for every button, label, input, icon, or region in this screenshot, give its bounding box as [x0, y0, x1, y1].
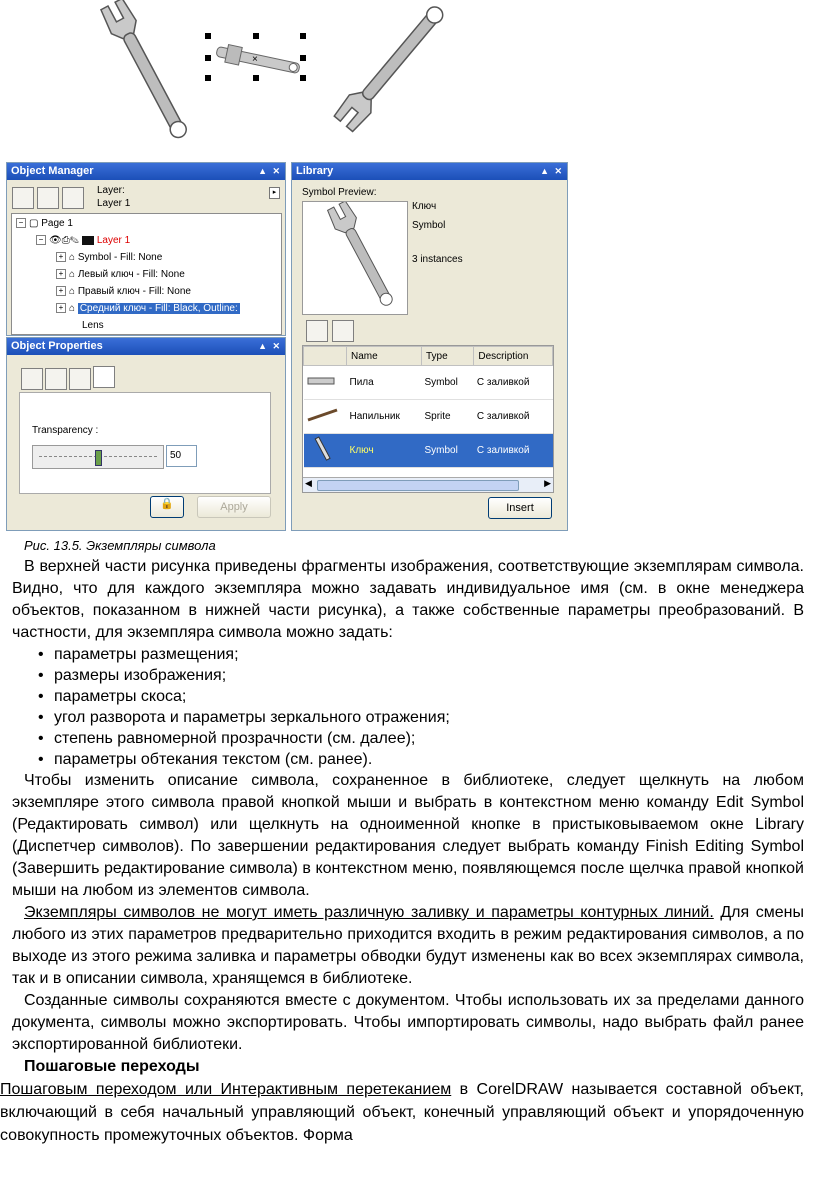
table-row[interactable]: Напильник Sprite С заливкой	[304, 400, 553, 434]
transparency-tab-page	[19, 392, 271, 494]
scrollbar-thumb[interactable]	[317, 480, 519, 491]
tree-item-lens[interactable]: Lens	[82, 320, 104, 331]
paragraph-4: Созданные символы сохраняются вместе с документом. Чтобы использовать их за пределами данного документа, символы можно экспортировать. Чтобы импортировать символы, надо выбрать файл ранее экспортированной библиотеки.	[12, 992, 804, 1053]
bullet-list	[12, 644, 804, 770]
transparency-value-input[interactable]: 50	[166, 445, 197, 467]
collapse-icon[interactable]: −	[36, 235, 46, 245]
column-header-icon	[304, 347, 347, 366]
apply-button[interactable]: Apply	[197, 496, 271, 518]
list-item: • параметры размещения;	[12, 644, 804, 665]
layer-label: Layer:	[97, 185, 125, 196]
wrench-preview-image	[303, 202, 407, 314]
object-manager-panel	[6, 162, 286, 336]
object-manager-title	[7, 163, 285, 180]
column-header-description[interactable]: Description	[474, 347, 553, 366]
preview-name: Ключ	[412, 201, 437, 212]
paragraph-2: Чтобы изменить описание символа, сохраненное в библиотеке, следует щелкнуть на любом экземпляре этого символа правой кнопкой мыши и выбрать в контекстном меню команду Edit Symbol (Редактировать символ) или щелкнуть на одноименной кнопке в пристыковываемом окне Library (Диспетчер символов). По завершении редактирования следует выбрать команду Finish Editing Symbol (Завершить редактирование символа) в контекстном меню, появляющемся после щелчка правой кнопкой мыши на любом из элементов символа.	[12, 772, 804, 899]
svg-text:×: ×	[252, 54, 258, 65]
preview-instances: 3 instances	[412, 254, 463, 265]
list-item: • степень равномерной прозрачности (см. далее);	[12, 728, 804, 749]
list-item: • угол разворота и параметры зеркального отражения;	[12, 707, 804, 728]
show-properties-button[interactable]	[12, 187, 34, 209]
pencil-icon[interactable]: ✎	[69, 235, 79, 246]
wrench-thumbnail-icon	[304, 434, 347, 468]
collapse-icon[interactable]: ▲	[258, 166, 267, 176]
layer-flyout-button[interactable]: ▸	[269, 187, 280, 199]
left-wrench	[99, 0, 194, 143]
symbol-icon: ⌂	[69, 252, 78, 263]
tree-item-middle-wrench[interactable]: + ⌂ Средний ключ - Fill: Black, Outline:	[56, 301, 240, 317]
table-row[interactable]: Пила Symbol С заливкой	[304, 366, 553, 400]
underlined-term: Пошаговым переходом или Интерактивным перетеканием	[0, 1081, 452, 1098]
collapse-icon[interactable]: ▲	[258, 341, 267, 351]
symbol-preview-label: Symbol Preview:	[302, 187, 377, 198]
middle-wrench	[215, 42, 301, 77]
library-title-text: Library	[296, 165, 334, 177]
tree-item-left-wrench[interactable]: + ⌂ Левый ключ - Fill: None	[56, 267, 185, 283]
close-icon[interactable]: ✕	[554, 166, 562, 176]
close-icon[interactable]: ✕	[272, 341, 280, 351]
object-tree	[11, 213, 282, 335]
insert-button[interactable]: Insert	[488, 497, 552, 519]
edit-symbol-button[interactable]	[306, 320, 328, 342]
list-item: • параметры обтекания текстом (см. ранее).	[12, 749, 804, 770]
expand-icon[interactable]: +	[56, 252, 66, 262]
tab-fill[interactable]	[21, 368, 43, 390]
symbol-list	[302, 345, 554, 493]
transparency-slider[interactable]	[32, 445, 164, 469]
paragraph-1: В верхней части рисунка приведены фрагменты изображения, соответствующие экземплярам символа. Видно, что для каждого экземпляра можно задавать индивидуальное имя (см. в окне менеджера объектов, показанном в нижней части рисунка), а также собственные параметры преобразований. В частности, для экземпляра символа можно задать:	[12, 558, 804, 641]
expand-icon[interactable]: +	[56, 303, 66, 313]
tree-item-symbol[interactable]: + ⌂ Symbol - Fill: None	[56, 250, 162, 266]
tab-outline[interactable]	[45, 368, 67, 390]
export-library-button[interactable]	[332, 320, 354, 342]
underlined-statement: Экземпляры символов не могут иметь различную заливку и параметры контурных линий.	[24, 904, 714, 921]
tab-transparency[interactable]	[93, 366, 115, 388]
figure-caption: Рис. 13.5. Экземпляры символа	[24, 538, 216, 553]
expand-icon[interactable]: +	[56, 269, 66, 279]
object-properties-title	[7, 338, 285, 355]
object-manager-title-text: Object Manager	[11, 165, 94, 177]
lock-icon: 🔒	[160, 498, 174, 510]
collapse-icon[interactable]: ▲	[540, 166, 549, 176]
object-properties-title-text: Object Properties	[11, 340, 103, 352]
symbol-preview-box	[302, 201, 408, 315]
tree-item-layer[interactable]: − 👁⎙✎ Layer 1	[36, 233, 130, 249]
edit-across-layers-button[interactable]	[37, 187, 59, 209]
preview-type: Symbol	[412, 220, 446, 231]
paragraph-3: Экземпляры символов не могут иметь различную заливку и параметры контурных линий. Для смены любого из этих параметров предварительно приходится входить в режим редактирования символов, а по выходе из этого режима заливка и параметры обводки будут изменены как во всех экземплярах символа, так и в описании символа, хранящемся в библиотеке.	[12, 904, 804, 987]
page-icon: ▢	[29, 218, 42, 229]
expand-icon[interactable]: +	[56, 286, 66, 296]
scroll-left-icon[interactable]: ◀	[305, 478, 312, 488]
column-header-name[interactable]: Name	[347, 347, 422, 366]
lock-button[interactable]	[150, 496, 184, 518]
layer-color-swatch	[82, 236, 94, 245]
transparency-label: Transparency :	[32, 425, 99, 436]
collapse-icon[interactable]: −	[16, 218, 26, 228]
symbol-table	[303, 346, 553, 468]
symbol-icon: ⌂	[69, 286, 78, 297]
list-item: • параметры скоса;	[12, 686, 804, 707]
library-panel	[291, 162, 568, 531]
slider-thumb[interactable]	[95, 450, 102, 466]
file-thumbnail-icon	[304, 400, 347, 434]
tab-general[interactable]	[69, 368, 91, 390]
symbol-icon: ⌂	[69, 303, 78, 314]
figure	[0, 0, 580, 535]
list-item: • размеры изображения;	[12, 665, 804, 686]
section-heading: Пошаговые переходы	[24, 1058, 200, 1075]
scroll-right-icon[interactable]: ▶	[544, 478, 551, 488]
close-icon[interactable]: ✕	[272, 166, 280, 176]
right-wrench	[333, 0, 451, 133]
object-properties-panel	[6, 337, 286, 531]
tree-item-page[interactable]: − ▢ Page 1	[16, 216, 73, 232]
horizontal-scrollbar[interactable]	[303, 477, 553, 492]
layer-value: Layer 1	[97, 198, 131, 209]
wrench-images	[0, 0, 580, 160]
paragraph-5: Пошаговым переходом или Интерактивным перетеканием в CorelDRAW называется составной объект, включающий в себя начальный управляющий объект, конечный управляющий объект и упорядоченную совокупность промежуточных объектов. Форма	[0, 1081, 804, 1144]
eye-icon[interactable]: 👁	[49, 235, 62, 246]
body-text	[0, 556, 804, 1147]
symbol-icon: ⌂	[69, 269, 78, 280]
column-header-type[interactable]: Type	[421, 347, 473, 366]
printer-icon[interactable]: ⎙	[61, 235, 70, 246]
tree-item-right-wrench[interactable]: + ⌂ Правый ключ - Fill: None	[56, 284, 191, 300]
saw-thumbnail-icon	[304, 366, 347, 400]
library-title	[292, 163, 567, 180]
table-row-selected[interactable]: Ключ Symbol С заливкой	[304, 434, 553, 468]
table-header	[304, 347, 553, 366]
layer-manager-view-button[interactable]	[62, 187, 84, 209]
